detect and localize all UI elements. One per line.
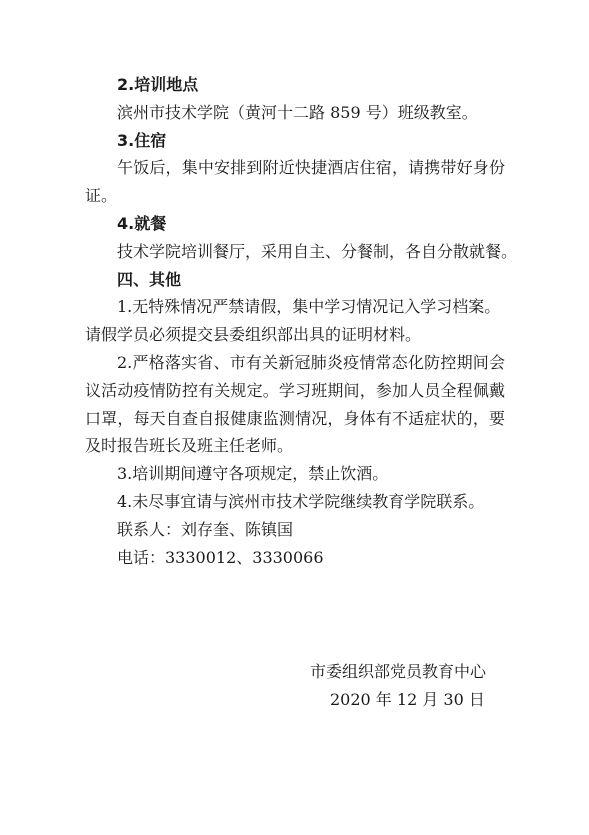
section-heading-other: 四、其他 — [117, 269, 182, 289]
section-heading-accommodation: 3.住宿 — [117, 130, 167, 150]
dining-text: 技术学院培训餐厅，采用自主、分餐制，各自分散就餐。 — [117, 241, 518, 261]
other-item-2-line-3: 口罩，每天自查自报健康监测情况，身体有不适症状的，要 — [85, 408, 505, 428]
other-item-4: 4.未尽事宜请与滨州市技术学院继续教育学院联系。 — [117, 491, 485, 511]
other-item-1-line-1: 1.无特殊情况严禁请假，集中学习情况记入学习档案。 — [117, 297, 501, 317]
contact-phone: 电话：3330012、3330066 — [117, 547, 324, 567]
other-item-3: 3.培训期间遵守各项规定，禁止饮酒。 — [117, 464, 389, 484]
accommodation-text-line-2: 证。 — [85, 186, 118, 206]
accommodation-text-line-1: 午饭后，集中安排到附近快捷酒店住宿，请携带好身份 — [117, 158, 505, 178]
section-heading-dining: 4.就餐 — [117, 213, 167, 233]
contact-persons: 联系人：刘存奎、陈镇国 — [117, 519, 294, 539]
signature-date: 2020 年 12 月 30 日 — [330, 690, 485, 709]
training-location-text: 滨州市技术学院（黄河十二路 859 号）班级教室。 — [117, 102, 478, 122]
other-item-1-line-2: 请假学员必须提交县委组织部出具的证明材料。 — [85, 325, 422, 345]
other-item-2-line-1: 2.严格落实省、市有关新冠肺炎疫情常态化防控期间会 — [117, 352, 505, 372]
other-item-2-line-2: 议活动疫情防控有关规定。学习班期间，参加人员全程佩戴 — [85, 380, 505, 400]
other-item-2-line-4: 及时报告班长及班主任老师。 — [85, 436, 294, 456]
signature-organization: 市委组织部党员教育中心 — [310, 662, 487, 681]
document-body — [85, 71, 518, 571]
section-heading-training-location: 2.培训地点 — [117, 75, 199, 94]
